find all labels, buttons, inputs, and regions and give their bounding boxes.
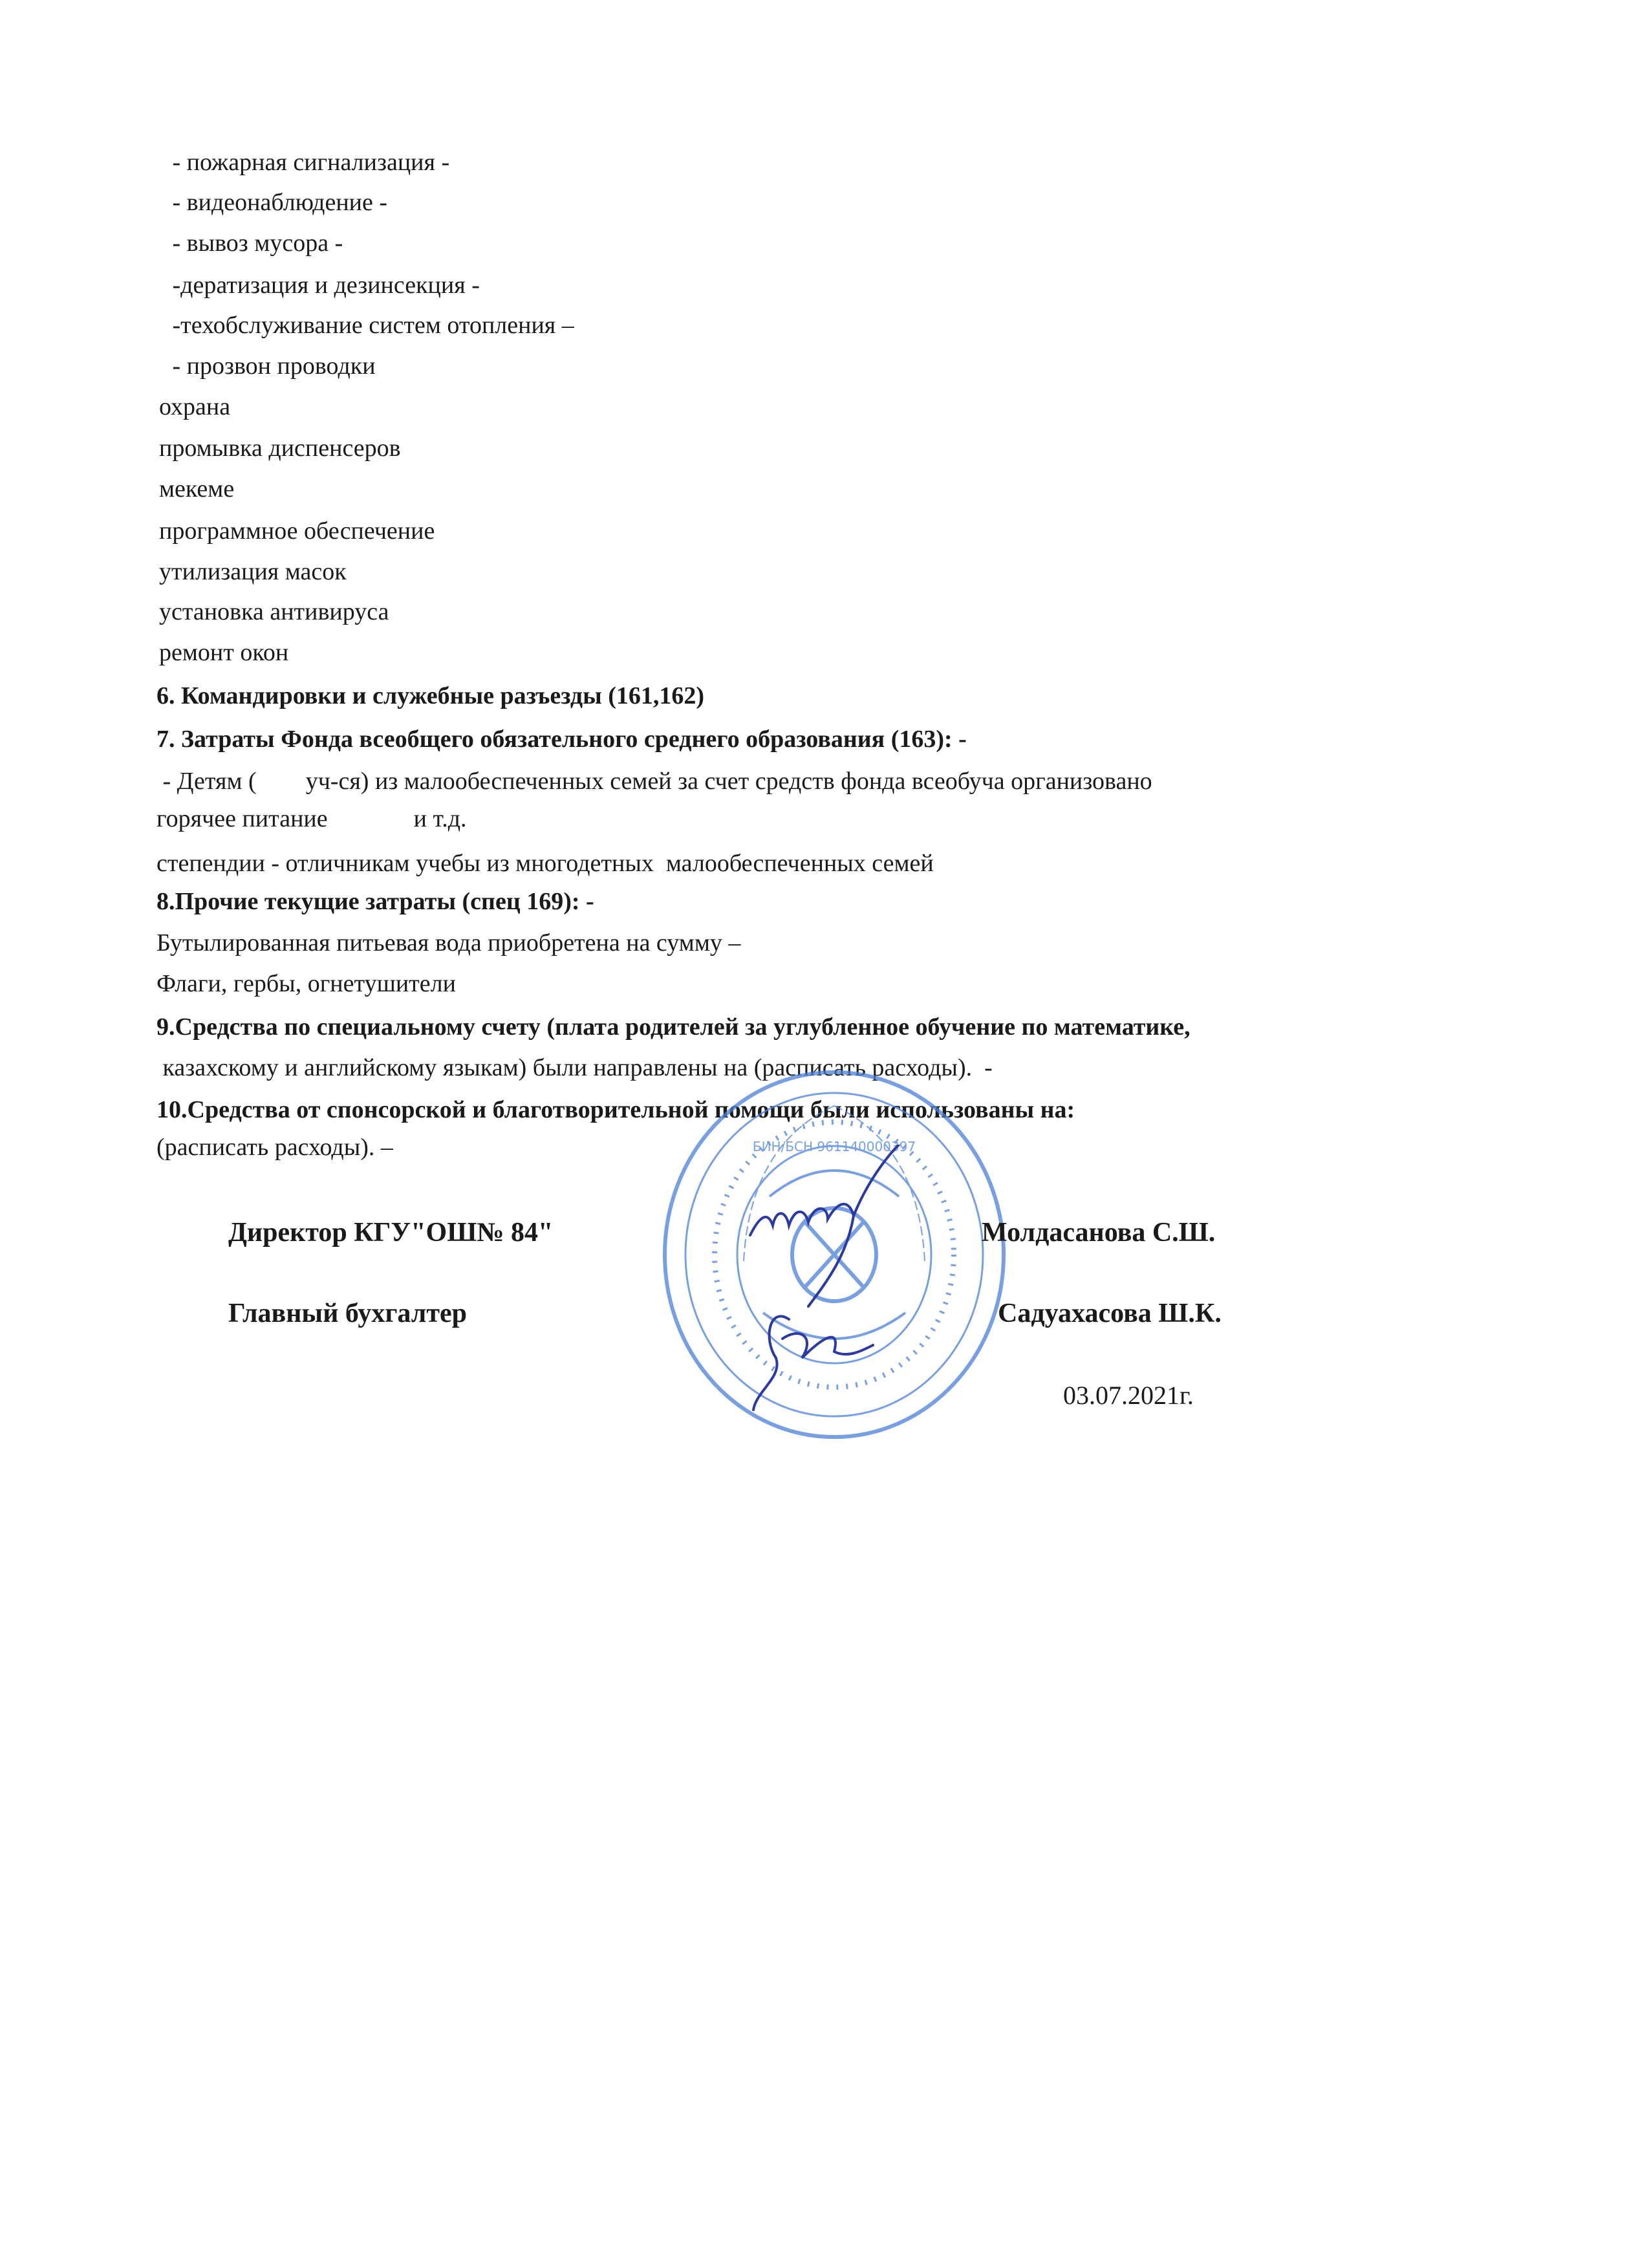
service-item: промывка диспенсеров [159,435,401,462]
service-item: мекеме [159,475,235,502]
section-8-text: Флаги, гербы, огнетушители [156,970,456,997]
director-title: Директор КГУ"ОШ№ 84" [228,1218,554,1247]
service-item: - видеонаблюдение - [166,189,388,216]
section-9-heading: 9.Средства по специальному счету (плата родителей за углубленное обучение по математике, [156,1013,1191,1041]
service-item: ремонт окон [159,639,289,666]
service-item: программное обеспечение [159,517,435,545]
service-item: -техобслуживание систем отопления – [166,312,574,339]
handwritten-signatures [737,1145,918,1416]
service-item: -дератизация и дезинсекция - [166,272,480,299]
section-9-text: казахскому и английскому языкам) были направлены на (расписать расходы). - [156,1054,993,1081]
section-7-text: горячее питание и т.д. [156,805,467,832]
document-date: 03.07.2021г. [1063,1381,1194,1410]
service-item: - пожарная сигнализация - [166,149,450,176]
section-10-heading: 10.Средства от спонсорской и благотворительной помощи были использованы на: [156,1096,1075,1123]
director-name: Молдасанова С.Ш. [982,1218,1216,1247]
service-item: установка антивируса [159,598,389,625]
section-8-heading: 8.Прочие текущие затраты (спец 169): - [156,888,594,915]
service-item: - вывоз мусора - [166,230,343,257]
service-item: охрана [159,393,231,420]
accountant-name: Садуахасова Ш.К. [998,1299,1222,1328]
section-7-text: - Детям ( уч-ся) из малообеспеченных семей за счет средств фонда всеобуча организовано [156,768,1152,795]
service-item: - прозвон проводки [166,352,376,380]
stamp-text: БИН/БСН 961140000397 [752,1139,916,1154]
section-7-text: степендии - отличникам учебы из многодетных малообеспеченных семей [156,850,934,877]
service-item: утилизация масок [159,558,347,585]
section-8-text: Бутылированная питьевая вода приобретена на сумму – [156,929,741,956]
accountant-title: Главный бухгалтер [228,1299,467,1328]
section-7-heading: 7. Затраты Фонда всеобщего обязательного среднего образования (163): - [156,726,967,753]
section-6-heading: 6. Командировки и служебные разъезды (161,162) [156,682,705,709]
section-10-text: (расписать расходы). – [156,1134,393,1161]
